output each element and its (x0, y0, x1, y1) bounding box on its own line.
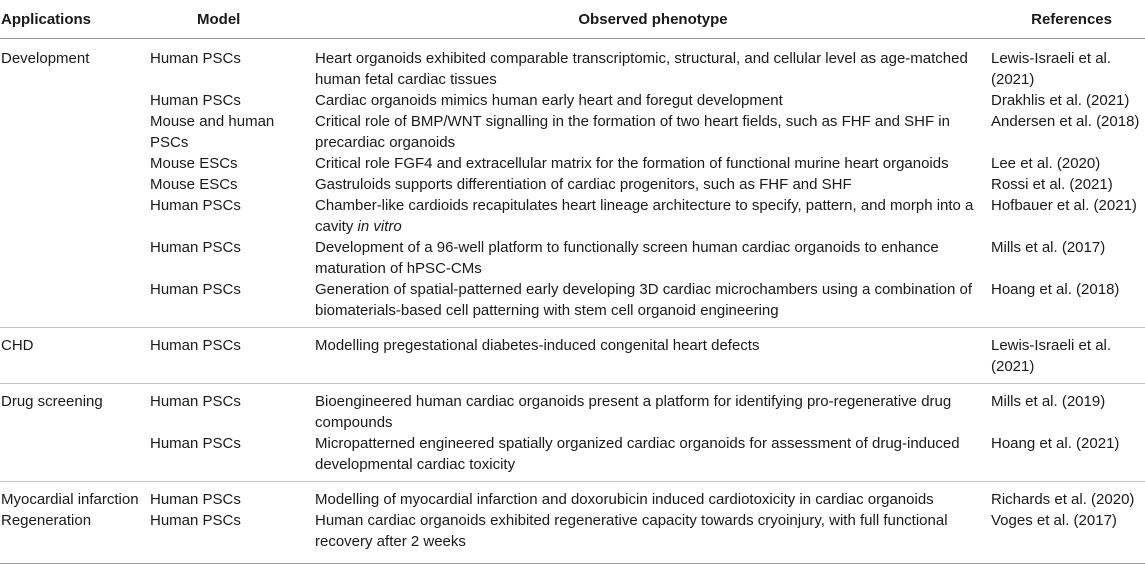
reference-cell: Rossi et al. (2021) (991, 176, 1113, 193)
phenotype-italic-text: in vitro (357, 218, 402, 235)
reference-cell: Hoang et al. (2018) (991, 281, 1120, 298)
table-row (0, 510, 1145, 564)
phenotype-cell: Critical role of BMP/WNT signalling in the formation of two heart fields, such as FHF and SHF in precardiac organoids (315, 113, 950, 151)
reference-cell: Andersen et al. (2018) (991, 113, 1140, 130)
table-row (0, 111, 1145, 153)
table-row (0, 90, 1145, 111)
phenotype-cell: Gastruloids supports differentiation of cardiac progenitors, such as FHF and SHF (315, 176, 852, 193)
model-cell: Human PSCs (150, 281, 241, 298)
table-row (0, 153, 1145, 174)
application-cell (0, 279, 148, 328)
phenotype-cell: Modelling of myocardial infarction and doxorubicin induced cardiotoxicity in cardiac organoids (315, 482, 991, 511)
phenotype-cell: Generation of spatial-patterned early developing 3D cardiac microchambers using a combination of biomaterials-based cell patterning with stem cell organoid engineering (315, 281, 973, 319)
model-cell: Mouse ESCs (150, 155, 238, 172)
header-model: Model (148, 0, 315, 39)
table-row (0, 279, 1145, 328)
application-cell (0, 195, 148, 237)
application-cell (0, 237, 148, 279)
phenotype-cell: Development of a 96-well platform to functionally screen human cardiac organoids to enhance maturation of hPSC-CMs (315, 239, 939, 277)
table-row (0, 482, 1145, 511)
model-cell: Human PSCs (148, 328, 315, 384)
phenotype-text: Chamber-like cardioids recapitulates heart lineage architecture to specify, pattern, and morph into a cavity (315, 197, 974, 235)
phenotype-cell: Human cardiac organoids exhibited regenerative capacity towards cryoinjury, with full functional recovery after 2 weeks (315, 510, 991, 564)
reference-cell: Lewis-Israeli et al. (2021) (991, 328, 1145, 384)
table-row (0, 237, 1145, 279)
reference-cell: Lewis-Israeli et al. (2021) (991, 50, 1112, 88)
reference-cell: Hoang et al. (2021) (991, 435, 1120, 452)
header-row (0, 0, 1145, 39)
model-cell: Mouse and human PSCs (150, 113, 275, 151)
header-references: References (991, 0, 1145, 39)
application-cell (0, 433, 148, 482)
table-row (0, 433, 1145, 482)
header-phenotype: Observed phenotype (315, 0, 991, 39)
reference-cell: Drakhlis et al. (2021) (991, 92, 1130, 109)
model-cell: Human PSCs (150, 50, 241, 67)
application-cell (0, 153, 148, 174)
model-cell: Human PSCs (148, 482, 315, 511)
reference-cell: Mills et al. (2019) (991, 384, 1145, 434)
table-row (0, 39, 1145, 91)
reference-cell: Lee et al. (2020) (991, 155, 1101, 172)
model-cell: Human PSCs (150, 239, 241, 256)
table-row (0, 195, 1145, 237)
application-cell (0, 111, 148, 153)
model-cell: Human PSCs (150, 197, 241, 214)
phenotype-cell: Critical role FGF4 and extracellular matrix for the formation of functional murine heart organoids (315, 155, 949, 172)
reference-cell: Mills et al. (2017) (991, 239, 1106, 256)
header-applications: Applications (0, 0, 148, 39)
model-cell: Mouse ESCs (150, 176, 238, 193)
application-cell: Development (1, 50, 90, 67)
phenotype-cell: Modelling pregestational diabetes-induced congenital heart defects (315, 328, 991, 384)
model-cell: Human PSCs (148, 510, 315, 564)
phenotype-cell: Bioengineered human cardiac organoids present a platform for identifying pro-regenerative drug compounds (315, 384, 991, 434)
phenotype-cell: Micropatterned engineered spatially organized cardiac organoids for assessment of drug-induced developmental cardiac toxicity (315, 435, 960, 473)
table-row (0, 174, 1145, 195)
table-row (0, 328, 1145, 384)
application-cell: Myocardial infarction (0, 482, 148, 511)
application-cell (0, 174, 148, 195)
model-cell: Human PSCs (150, 435, 241, 452)
model-cell: Human PSCs (148, 384, 315, 434)
phenotype-cell (315, 195, 991, 237)
table-row (0, 384, 1145, 434)
reference-cell: Richards et al. (2020) (991, 482, 1145, 511)
reference-cell: Voges et al. (2017) (991, 510, 1145, 564)
reference-cell: Hofbauer et al. (2021) (991, 197, 1137, 214)
phenotype-cell: Heart organoids exhibited comparable transcriptomic, structural, and cellular level as age-matched human fetal cardiac tissues (315, 50, 968, 88)
application-cell: CHD (0, 328, 148, 384)
phenotype-cell: Cardiac organoids mimics human early heart and foregut development (315, 92, 783, 109)
application-cell (0, 90, 148, 111)
application-cell: Regeneration (0, 510, 148, 564)
model-cell: Human PSCs (150, 92, 241, 109)
application-cell: Drug screening (0, 384, 148, 434)
